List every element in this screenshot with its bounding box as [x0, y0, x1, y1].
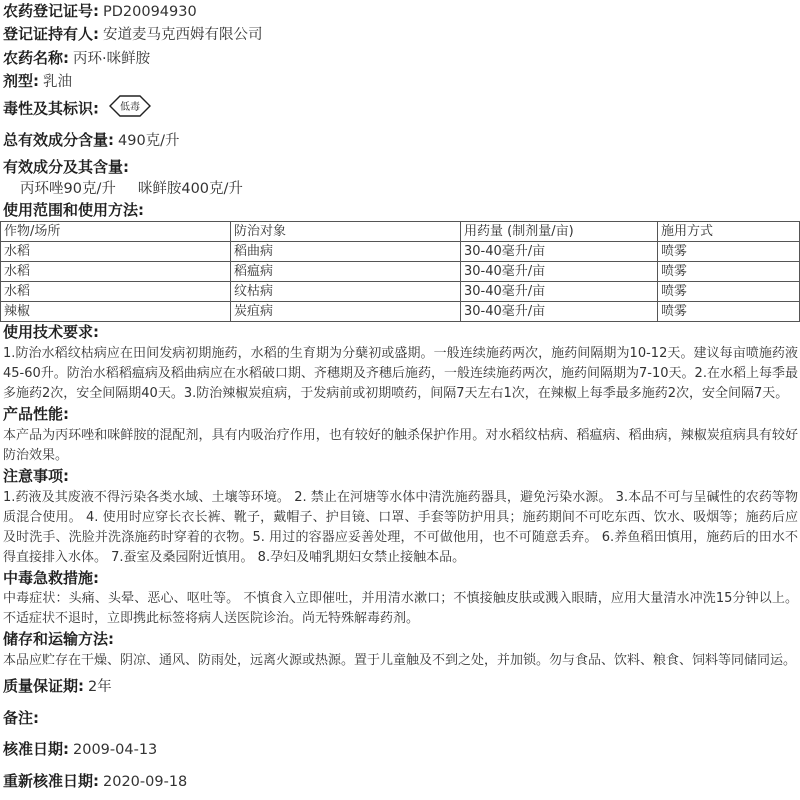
performance-label: 产品性能: [3, 405, 69, 424]
first-aid-label: 中毒急救措施: [3, 568, 99, 587]
table-cell: 30-40毫升/亩 [461, 262, 658, 282]
formulation-value: 乳油 [43, 74, 72, 91]
table-row [1, 262, 800, 282]
ingredient-item: 咪鲜胺400克/升 [137, 180, 243, 197]
reapproval-date-value: 2020-09-18 [103, 773, 188, 790]
remarks-label: 备注: [3, 708, 39, 727]
approval-date-label: 核准日期: [3, 740, 69, 759]
table-row [1, 302, 800, 322]
low-toxicity-badge-text: 低毒 [119, 101, 140, 113]
performance-text: 本产品为丙环唑和咪鲜胺的混配剂，具有内吸治疗作用，也有较好的触杀保护作用。对水稻纹枯病、稻瘟病、稻曲病，辣椒炭疽病具有较好防治效果。 [3, 427, 798, 463]
storage-text: 本品应贮存在干燥、阴凉、通风、防雨处，远离火源或热源。置于儿童触及不到之处，并加锁。勿与食品、饮料、粮食、饲料等同储同运。 [3, 653, 797, 669]
column-header: 施用方式 [658, 222, 800, 242]
column-header: 作物/场所 [1, 222, 231, 242]
table-cell: 30-40毫升/亩 [461, 242, 658, 262]
table-cell: 稻曲病 [231, 242, 461, 262]
diamond-badge-icon [108, 94, 152, 118]
remarks-row [0, 703, 800, 735]
shelf-life-label: 质量保证期: [3, 677, 84, 696]
table-cell: 炭疽病 [231, 302, 461, 322]
ingredient-item: 丙环唑90克/升 [20, 180, 116, 197]
formulation-row [0, 70, 800, 93]
storage-label: 储存和运输方法: [3, 630, 114, 649]
toxicity-label: 毒性及其标识: [3, 99, 99, 118]
low-toxicity-badge [108, 94, 152, 125]
pesticide-name-label: 农药名称: [3, 48, 69, 67]
total-content-row [0, 125, 800, 157]
ingredients-list [0, 179, 800, 200]
reapproval-date-row [0, 766, 800, 798]
holder-label: 登记证持有人: [3, 25, 99, 44]
table-cell: 辣椒 [1, 302, 231, 322]
table-cell: 稻瘟病 [231, 262, 461, 282]
usage-table [0, 221, 800, 322]
table-cell: 纹枯病 [231, 282, 461, 302]
pesticide-name-row [0, 47, 800, 70]
holder-value: 安道麦马克西姆有限公司 [103, 27, 263, 44]
usage-section-label: 使用范围和使用方法: [3, 200, 144, 219]
holder-row [0, 23, 800, 46]
reapproval-date-label: 重新核准日期: [3, 771, 99, 790]
registration-number-value: PD20094930 [103, 4, 197, 20]
table-cell: 喷雾 [658, 302, 800, 322]
table-cell: 30-40毫升/亩 [461, 302, 658, 322]
usage-table-header [1, 222, 800, 242]
formulation-label: 剂型: [3, 72, 39, 91]
first-aid-text: 中毒症状：头痛、头晕、恶心、呕吐等。 不慎食入立即催吐，并用清水漱口；不慎接触皮肤或溅入眼睛，应用大量清水冲洗15分钟以上。不适症状不退时，立即携此标签将病人送医院诊治。尚无特殊解毒药剂。 [3, 591, 798, 627]
table-cell: 水稻 [1, 262, 231, 282]
table-cell: 水稻 [1, 282, 231, 302]
table-cell: 水稻 [1, 242, 231, 262]
table-row [1, 242, 800, 262]
toxicity-row [0, 94, 800, 125]
column-header: 防治对象 [231, 222, 461, 242]
approval-date-value: 2009-04-13 [73, 742, 158, 759]
precautions-text: 1.药液及其废液不得污染各类水域、土壤等环境。 2. 禁止在河塘等水体中清洗施药器具，避免污染水源。 3.本品不可与呈碱性的农药等物质混合使用。 4. 使用时应穿长衣长裤、靴子，戴帽子、护目镜、口罩、手套等防护用具；施药期间不可吃东西、饮水、吸烟等；施药后应及时洗手、洗脸并洗涤施药时穿着的衣物。5. 用过的容器应妥善处理，不可做他用，也不可随意丢弃。 6.养鱼稻田慎用，施药后的田水不得直接排入水体。 7.蚕室及桑园附近慎用。 8.孕妇及哺乳期妇女禁止接触本品。 [3, 489, 798, 565]
registration-number-row [0, 0, 800, 23]
table-cell: 喷雾 [658, 242, 800, 262]
shelf-life-row [0, 671, 800, 703]
shelf-life-value: 2年 [88, 679, 112, 696]
total-content-label: 总有效成分含量: [3, 131, 114, 150]
total-content-value: 490克/升 [118, 133, 180, 150]
technique-label: 使用技术要求: [3, 323, 99, 342]
approval-date-row [0, 734, 800, 766]
table-row [1, 282, 800, 302]
table-cell: 喷雾 [658, 282, 800, 302]
column-header: 用药量 (制剂量/亩) [461, 222, 658, 242]
precautions-label: 注意事项: [3, 466, 69, 485]
table-cell: 30-40毫升/亩 [461, 282, 658, 302]
ingredients-label: 有效成分及其含量: [3, 157, 129, 176]
technique-text: 1.防治水稻纹枯病应在田间发病初期施药，水稻的生育期为分蘖初或盛期。一般连续施药两次，施药间隔期为10-12天。建议每亩喷施药液45-60升。防治水稻稻瘟病及稻曲病应在水稻破口期、齐穗期及齐穗后施药，一般连续施药两次，施药间隔期为7-10天。2.在水稻上每季最多施药2次，安全间隔期40天。3.防治辣椒炭疽病，于发病前或初期喷药，间隔7天左右1次，在辣椒上每季最多施药2次，安全间隔7天。 [3, 346, 798, 402]
pesticide-name-value: 丙环·咪鲜胺 [73, 50, 151, 67]
table-cell: 喷雾 [658, 262, 800, 282]
registration-number-label: 农药登记证号: [3, 2, 99, 20]
